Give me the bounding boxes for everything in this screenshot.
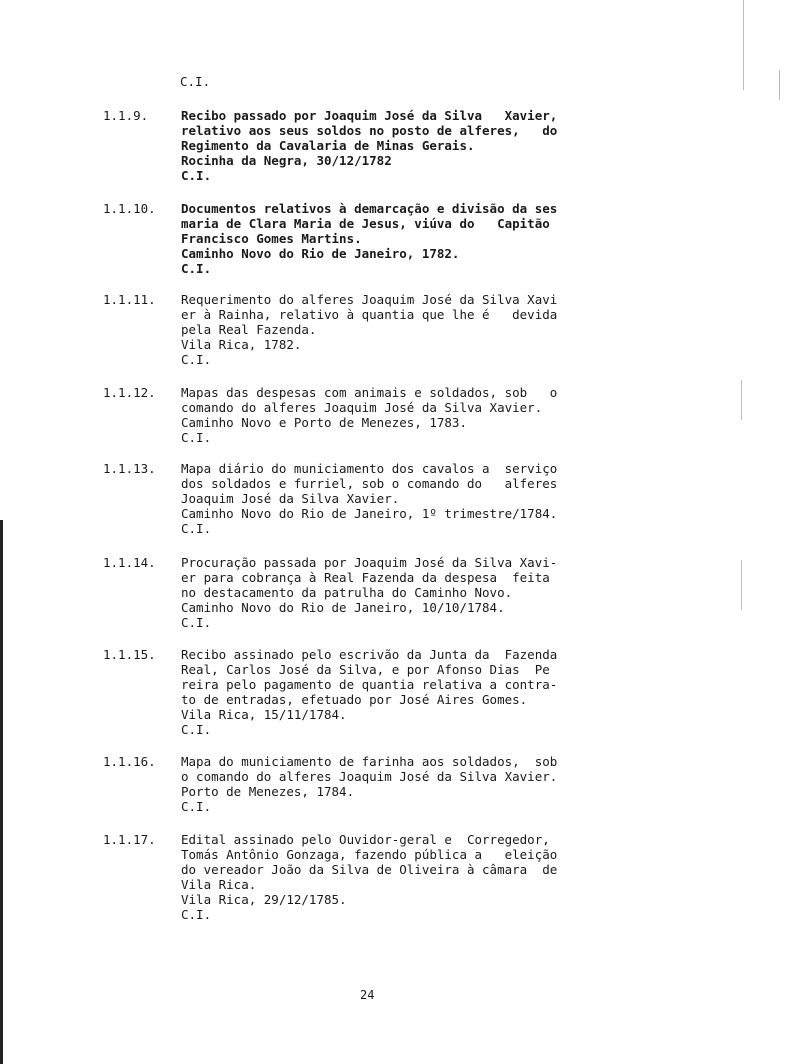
entry-description <box>181 754 641 814</box>
entry-line: Recibo passado por Joaquim José da Silva Xavier, <box>181 108 558 123</box>
entry-line: Vila Rica, 1782. <box>181 337 302 352</box>
entry-line: er para cobrança à Real Fazenda da despesa feita <box>181 570 550 585</box>
entry-line: Requerimento do alferes Joaquim José da Silva Xavi <box>181 292 558 307</box>
entry-description <box>181 461 641 536</box>
entry-line: Vila Rica. <box>181 877 257 892</box>
entry-line: pela Real Fazenda. <box>181 322 317 337</box>
entry-line: Procuração passada por Joaquim José da Silva Xavi- <box>181 555 558 570</box>
leading-ci-label: C.I. <box>180 74 211 89</box>
entry-number: 1.1.12. <box>103 385 156 400</box>
entry-number: 1.1.10. <box>103 201 156 216</box>
entry-line: C.I. <box>181 722 212 737</box>
entry-line: Caminho Novo do Rio de Janeiro, 1782. <box>181 246 460 261</box>
entry-line: maria de Clara Maria de Jesus, viúva do Capitão <box>181 216 550 231</box>
entry-line: reira pelo pagamento de quantia relativa a contra- <box>181 677 558 692</box>
entry-line: Caminho Novo do Rio de Janeiro, 1º trimestre/1784. <box>181 506 558 521</box>
entry-line: Mapa diário do municiamento dos cavalos a serviço <box>181 461 558 476</box>
scan-margin-mark <box>741 560 742 610</box>
entry-line: Recibo assinado pelo escrivão da Junta da Fazenda <box>181 647 558 662</box>
entry-line: C.I. <box>181 521 212 536</box>
entry-number: 1.1.14. <box>103 555 156 570</box>
entry-line: dos soldados e furriel, sob o comando do alferes <box>181 476 558 491</box>
entry-number: 1.1.15. <box>103 647 156 662</box>
entry-description <box>181 832 641 922</box>
entry-number: 1.1.11. <box>103 292 156 307</box>
entry-line: Regimento da Cavalaria de Minas Gerais. <box>181 138 475 153</box>
entry-line: Documentos relativos à demarcação e divisão da ses <box>181 201 558 216</box>
entry-line: comando do alferes Joaquim José da Silva Xavier. <box>181 400 543 415</box>
entry-line: C.I. <box>181 352 212 367</box>
entry-line: Joaquim José da Silva Xavier. <box>181 491 400 506</box>
scan-edge-shadow <box>0 520 3 1064</box>
entry-number: 1.1.16. <box>103 754 156 769</box>
entry-line: Caminho Novo do Rio de Janeiro, 10/10/1784. <box>181 600 505 615</box>
entry-number: 1.1.9. <box>103 108 149 123</box>
entry-line: do vereador João da Silva de Oliveira à câmara de <box>181 862 558 877</box>
entry-line: C.I. <box>181 615 212 630</box>
entry-line: C.I. <box>181 907 212 922</box>
entry-line: Tomás Antônio Gonzaga, fazendo pública a eleição <box>181 847 558 862</box>
entry-description <box>181 292 641 367</box>
scan-margin-mark <box>743 0 744 90</box>
entry-line: Mapas das despesas com animais e soldados, sob o <box>181 385 558 400</box>
entry-line: Vila Rica, 29/12/1785. <box>181 892 347 907</box>
scan-margin-mark <box>741 380 742 420</box>
entry-line: o comando do alferes Joaquim José da Silva Xavier. <box>181 769 558 784</box>
entry-line: Rocinha da Negra, 30/12/1782 <box>181 153 392 168</box>
entry-line: C.I. <box>181 261 212 276</box>
entry-line: no destacamento da patrulha do Caminho Novo. <box>181 585 513 600</box>
scan-margin-mark <box>779 70 780 100</box>
entry-line: Real, Carlos José da Silva, e por Afonso Dias Pe <box>181 662 550 677</box>
entry-description <box>181 108 641 183</box>
entry-line: relativo aos seus soldos no posto de alferes, do <box>181 123 558 138</box>
entry-line: C.I. <box>181 799 212 814</box>
entry-description <box>181 555 641 630</box>
entry-line: C.I. <box>181 430 212 445</box>
entry-line: C.I. <box>181 168 212 183</box>
entry-description <box>181 385 641 445</box>
entry-line: Francisco Gomes Martins. <box>181 231 362 246</box>
entry-description <box>181 647 641 737</box>
entry-line: Caminho Novo e Porto de Menezes, 1783. <box>181 415 467 430</box>
page-number: 24 <box>360 988 375 1002</box>
entry-description <box>181 201 641 276</box>
entry-line: er à Rainha, relativo à quantia que lhe é devida <box>181 307 558 322</box>
entry-line: Vila Rica, 15/11/1784. <box>181 707 347 722</box>
entry-line: Porto de Menezes, 1784. <box>181 784 355 799</box>
entry-line: to de entradas, efetuado por José Aires Gomes. <box>181 692 528 707</box>
entry-line: Mapa do municiamento de farinha aos soldados, sob <box>181 754 558 769</box>
entry-number: 1.1.13. <box>103 461 156 476</box>
entry-number: 1.1.17. <box>103 832 156 847</box>
entry-line: Edital assinado pelo Ouvidor-geral e Corregedor, <box>181 832 550 847</box>
